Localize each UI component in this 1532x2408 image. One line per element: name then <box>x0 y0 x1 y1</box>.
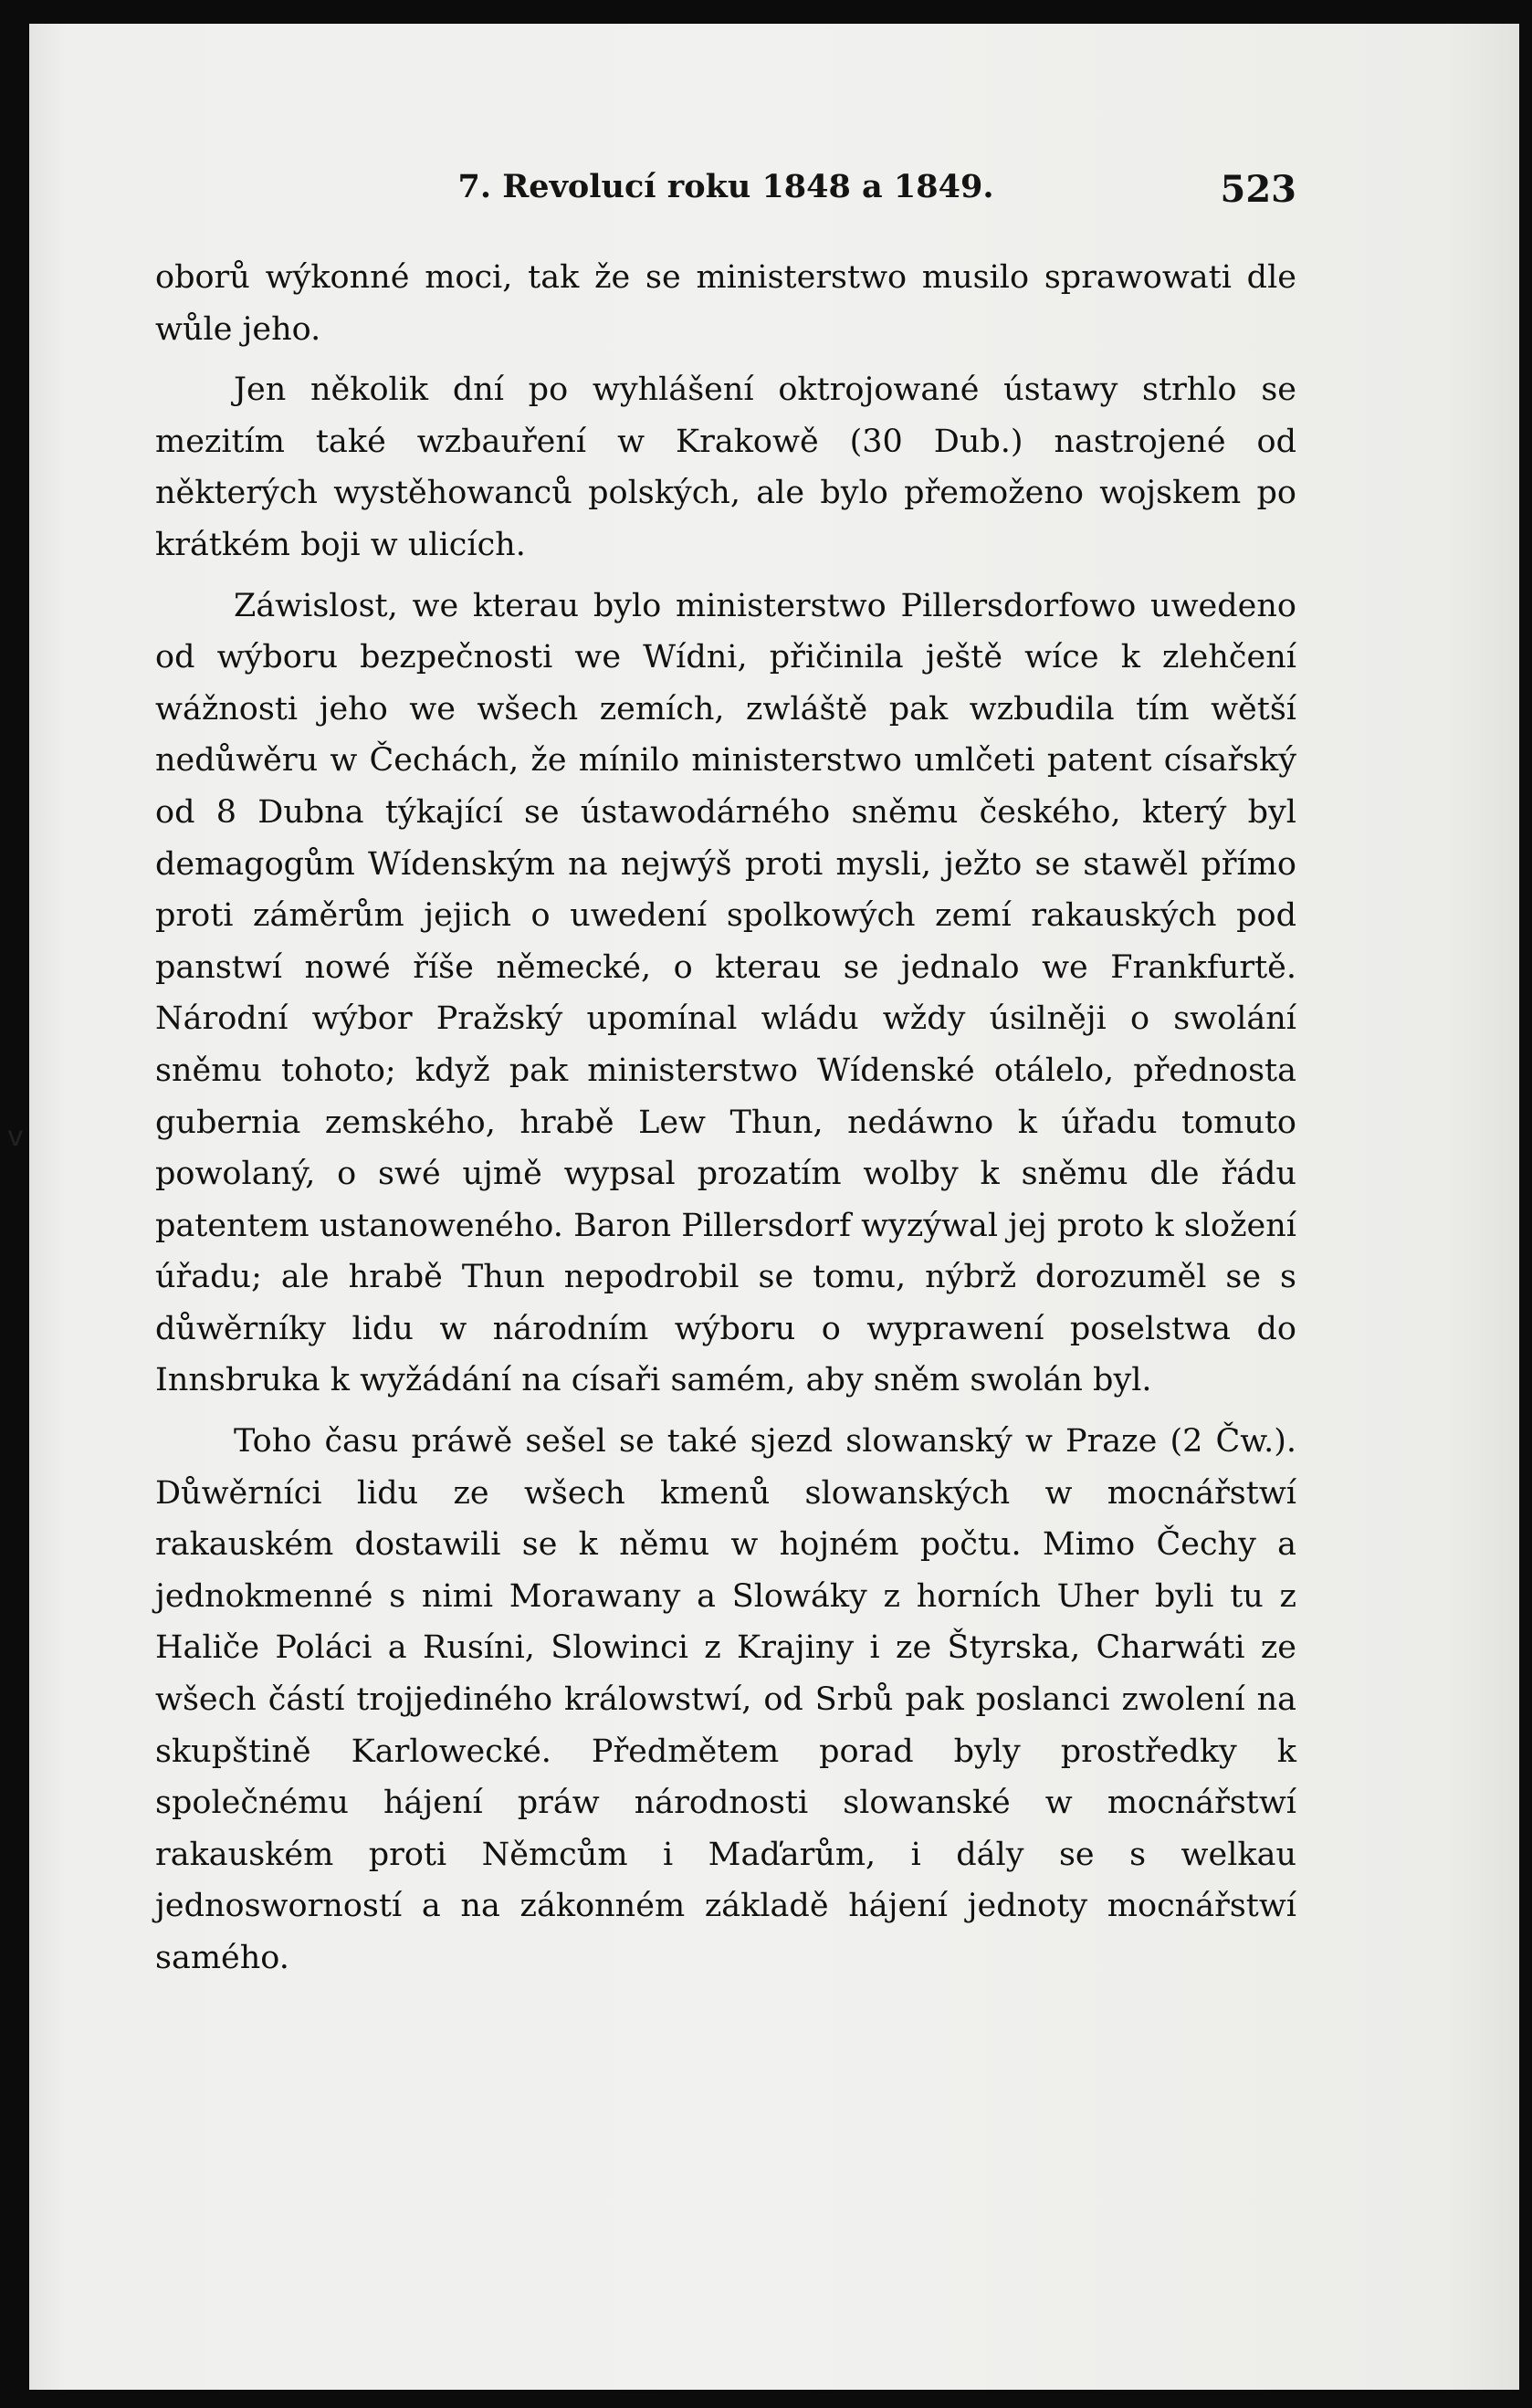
paragraph-2: Jen několik dní po wyhlášení oktrojowané ústawy strhlo se mezitím také wzbauření w Krakowě (30 Dub.) nastrojené od některých wystěhowanců polských, ale bylo přemoženo wojskem po krátkém boji w ulicích. <box>155 372 1296 563</box>
page-header <box>155 153 1296 211</box>
page-number: 523 <box>1220 168 1296 211</box>
paragraph-3: Záwislost, we kterau bylo ministerstwo Pillersdorfowo uwedeno od wýboru bezpečnosti we Wídni, přičinila ještě wíce k zlehčení wážnosti jeho we wšech zemích, zwláště pak wzbudila tím wětší nedůwěru w Čechách, že mínilo ministerstwo umlčeti patent císařský od 8 Dubna týkající se ústawodárného sněmu českého, který byl demagogům Wídenským na nejwýš proti mysli, ježto se stawěl přímo proti záměrům jejich o uwedení spolkowých zemí rakauských pod panstwí nowé říše německé, o kterau se jednalo we Frankfurtě. Národní wýbor Pražský upomínal wládu wždy úsilněji o swolání sněmu tohoto; když pak ministerstwo Wídenské otálelo, přednosta gubernia zemského, hrabě Lew Thun, nedáwno k úřadu tomuto powolaný, o swé ujmě wypsal prozatím wolby k sněmu dle řádu patentem ustanoweného. Baron Pillersdorf wyzýwal jej proto k složení úřadu; ale hrabě Thun nepodrobil se tomu, nýbrž dorozuměl se s důwěrníky lidu w národním wýboru o wyprawení poselstwa do Innsbruka k wyžádání na císaři samém, aby sněm swolán byl. <box>155 587 1296 1399</box>
margin-tick-mark: ⅴ <box>7 1121 24 1153</box>
paragraph-1: oborů wýkonné moci, tak že se ministerstwo musilo sprawowati dle wůle jeho. <box>155 259 1296 348</box>
paragraph-4: Toho času práwě sešel se také sjezd slowanský w Praze (2 Čw.). Důwěrníci lidu ze wšech kmenů slowanských w mocnářstwí rakauském dostawili se k němu w hojném počtu. Mimo Čechy a jednokmenné s nimi Morawany a Slowáky z horních Uher byli tu z Haliče Poláci a Rusíni, Slowinci z Krajiny i ze Štyrska, Charwáti ze wšech částí trojjediného králowstwí, od Srbů pak poslanci zwolení na skupštině Karlowecké. Předmětem porad byly prostředky k společnému hájení práw národnosti slowanské w mocnářstwí rakauském proti Němcům i Maďarům, i dály se s welkau jednosworností a na zákonném základě hájení jednoty mocnářstwí samého. <box>155 1423 1296 1976</box>
body-text <box>155 252 1296 1994</box>
running-title: 7. Revolucí roku 1848 a 1849. <box>457 168 994 205</box>
